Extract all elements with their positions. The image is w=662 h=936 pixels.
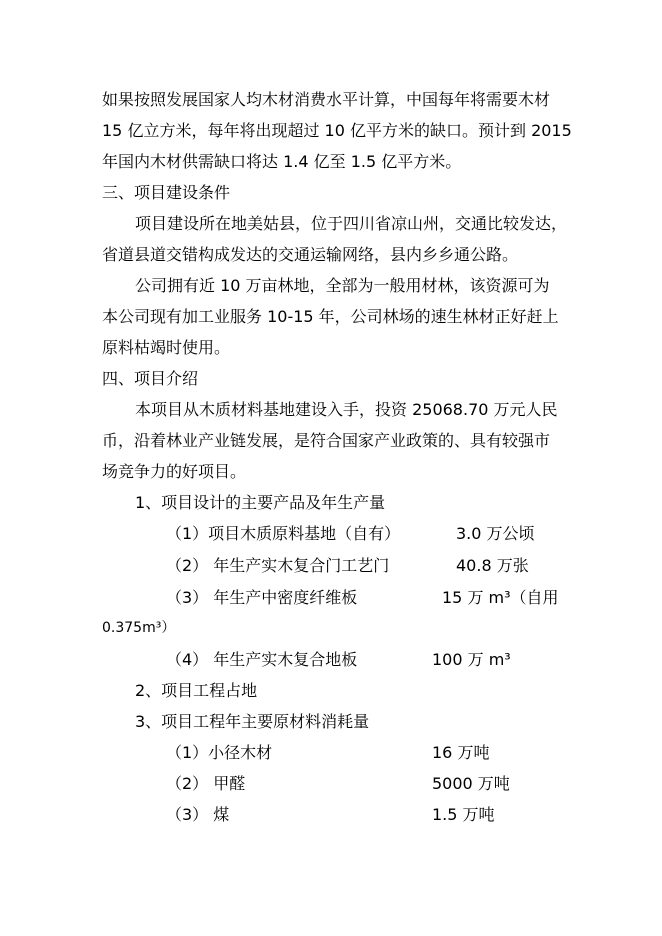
- product-item-4-label: （4） 年生产实木复合地板: [166, 650, 358, 669]
- section-4-para-1-line-3: 场竞争力的好项目。: [102, 462, 247, 481]
- intro-line-2: 15 亿立方米，每年将出现超过 10 亿平方米的缺口。预计到 2015: [102, 121, 572, 140]
- intro-line-1: 如果按照发展国家人均木材消费水平计算，中国每年将需要木材: [102, 90, 551, 109]
- product-item-3-wrap: 0.375m³）: [102, 620, 176, 636]
- subsection-2-heading: 2、项目工程占地: [135, 681, 258, 700]
- section-4-para-1-line-2: 币，沿着林业产业链发展，是符合国家产业政策的、具有较强市: [102, 431, 551, 450]
- section-3-para-1-line-2: 省道县道交错构成发达的交通运输网络，县内乡乡通公路。: [102, 245, 519, 264]
- material-item-3-value: 1.5 万吨: [432, 805, 495, 824]
- product-item-1-label: （1）项目木质原料基地（自有）: [166, 524, 401, 543]
- subsection-3-heading: 3、项目工程年主要原材料消耗量: [135, 712, 370, 731]
- product-item-3-value: 15 万 m³（自用: [442, 588, 559, 607]
- section-4-para-1-line-1: 本项目从木质材料基地建设入手，投资 25068.70 万元人民: [135, 400, 558, 419]
- material-item-1-value: 16 万吨: [432, 743, 490, 762]
- material-item-1-label: （1）小径木材: [166, 743, 273, 762]
- section-3-para-2-line-3: 原料枯竭时使用。: [102, 338, 231, 357]
- section-4-heading: 四、项目介绍: [102, 369, 199, 388]
- product-item-2-label: （2） 年生产实木复合门工艺门: [166, 556, 390, 575]
- product-item-2-value: 40.8 万张: [456, 556, 529, 575]
- section-3-para-2-line-1: 公司拥有近 10 万亩林地，全部为一般用材林，该资源可为: [135, 276, 550, 295]
- section-3-para-1-line-1: 项目建设所在地美姑县，位于四川省凉山州，交通比较发达，: [135, 214, 568, 233]
- product-item-3-label: （3） 年生产中密度纤维板: [166, 588, 358, 607]
- product-item-1-value: 3.0 万公顷: [456, 524, 535, 543]
- material-item-3-label: （3） 煤: [166, 805, 230, 824]
- intro-line-3: 年国内木材供需缺口将达 1.4 亿至 1.5 亿平方米。: [102, 152, 462, 171]
- subsection-1-heading: 1、项目设计的主要产品及年生产量: [135, 493, 386, 512]
- product-item-4-value: 100 万 m³: [432, 650, 511, 669]
- section-3-para-2-line-2: 本公司现有加工业服务 10-15 年，公司林场的速生林材正好赶上: [102, 307, 559, 326]
- section-3-heading: 三、项目建设条件: [102, 183, 231, 202]
- material-item-2-value: 5000 万吨: [432, 774, 510, 793]
- material-item-2-label: （2） 甲醛: [166, 774, 246, 793]
